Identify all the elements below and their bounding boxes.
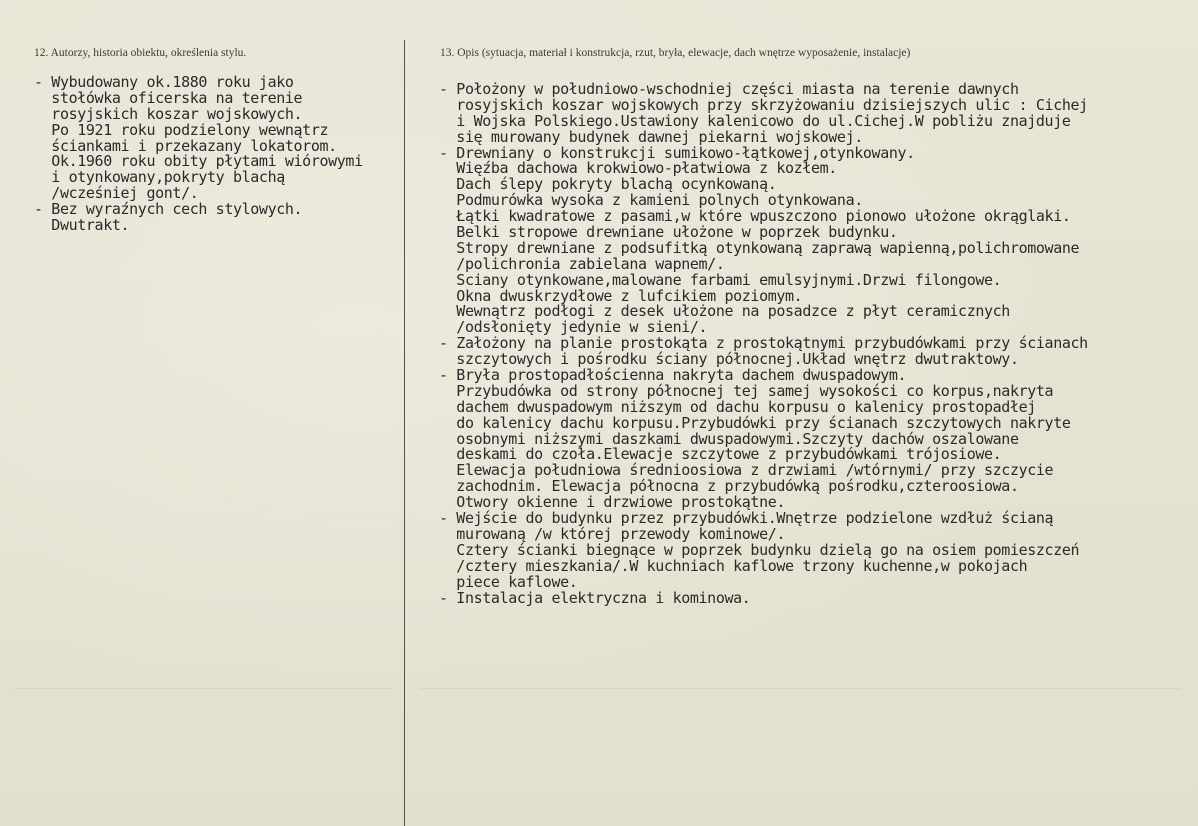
description-line: Otwory okienne i drzwiowe prostokątne. bbox=[439, 493, 786, 512]
description-line: murowaną /w której przewody kominowe/. bbox=[439, 524, 786, 543]
description-line: Łątki kwadratowe z pasami,w które wpuszczono pionowo ułożone okrąglaki. bbox=[439, 207, 1071, 226]
description-line: dachem dwuspadowym niższym od dachu korpusu o kalenicy prostopadłej bbox=[439, 397, 1036, 416]
description-line: Przybudówka od strony północnej tej samej wysokości co korpus,nakryta bbox=[439, 381, 1054, 400]
history-text-column bbox=[34, 75, 406, 234]
description-line: - Założony na planie prostokąta z prostokątnymi przybudówkami przy ścianach bbox=[439, 334, 1088, 353]
description-line: - Drewniany o konstrukcji sumikowo-łątkowej,otynkowany. bbox=[439, 143, 915, 162]
description-line: Cztery ścianki biegnące w poprzek budynku dzielą go na osiem pomieszczeń bbox=[439, 540, 1080, 559]
description-line: zachodnim. Elewacja północna z przybudówką pośrodku,czteroosiowa. bbox=[439, 477, 1019, 496]
history-line: i otynkowany,pokryty blachą bbox=[34, 168, 285, 187]
history-line: Ok.1960 roku obity płytami wiórowymi bbox=[34, 152, 363, 171]
description-line: Okna dwuskrzydłowe z lufcikiem poziomym. bbox=[439, 286, 803, 305]
description-line: /odsłonięty jedynie w sieni/. bbox=[439, 318, 708, 337]
description-line: - Wejście do budynku przez przybudówki.Wnętrze podzielone wzdłuż ścianą bbox=[439, 509, 1054, 528]
description-line: deskami do czoła.Elewacje szczytowe z przybudówkami trójosiowe. bbox=[439, 445, 1002, 464]
section-12-header: 12. Autorzy, historia obiektu, określenia stylu. bbox=[34, 47, 247, 59]
faint-rule bbox=[420, 688, 1180, 689]
history-line: /wcześniej gont/. bbox=[34, 184, 199, 203]
section-13-header: 13. Opis (sytuacja, materiał i konstrukcja, rzut, bryła, elewacje, dach wnętrze wyposażenie, instalacje) bbox=[440, 47, 911, 59]
description-line: Sciany otynkowane,malowane farbami emulsyjnymi.Drzwi filongowe. bbox=[439, 270, 1002, 289]
description-text-column bbox=[439, 82, 1191, 606]
faint-rule bbox=[14, 688, 394, 689]
description-line: Dach ślepy pokryty blachą ocynkowaną. bbox=[439, 175, 777, 194]
history-line: Po 1921 roku podzielony wewnątrz bbox=[34, 120, 329, 139]
history-line: stołówka oficerska na terenie bbox=[34, 88, 303, 107]
history-line: rosyjskich koszar wojskowych. bbox=[34, 104, 303, 123]
description-line: /cztery mieszkania/.W kuchniach kaflowe trzony kuchenne,w pokojach bbox=[439, 556, 1028, 575]
description-line: Podmurówka wysoka z kamieni polnych otynkowana. bbox=[439, 191, 863, 210]
description-line: osobnymi niższymi daszkami dwuspadowymi.Szczyty dachów oszalowane bbox=[439, 429, 1019, 448]
description-line: Więźba dachowa krokwiowo-płatwiowa z kozłem. bbox=[439, 159, 837, 178]
description-line: rosyjskich koszar wojskowych przy skrzyżowaniu dzisiejszych ulic : Cichej bbox=[439, 95, 1088, 114]
description-line: Wewnątrz podłogi z desek ułożone na posadzce z płyt ceramicznych bbox=[439, 302, 1010, 321]
description-line: szczytowych i pośrodku ściany północnej.Układ wnętrz dwutraktowy. bbox=[439, 350, 1019, 369]
description-line: /polichronia zabielana wapnem/. bbox=[439, 254, 725, 273]
description-line: i Wojska Polskiego.Ustawiony kalenicowo do ul.Cichej.W pobliżu znajduje bbox=[439, 111, 1071, 130]
description-line: Belki stropowe drewniane ułożone w poprzek budynku. bbox=[439, 223, 898, 242]
history-line: - Bez wyraźnych cech stylowych. bbox=[34, 200, 303, 219]
description-line: Stropy drewniane z podsufitką otynkowaną zaprawą wapienną,polichromowane bbox=[439, 238, 1080, 257]
history-line: - Wybudowany ok.1880 roku jako bbox=[34, 75, 294, 91]
description-line: - Instalacja elektryczna i kominowa. bbox=[439, 588, 751, 607]
description-line: piece kaflowe. bbox=[439, 572, 578, 591]
description-line: Elewacja południowa średnioosiowa z drzwiami /wtórnymi/ przy szczycie bbox=[439, 461, 1054, 480]
description-line: - Położony w południowo-wschodniej części miasta na terenie dawnych bbox=[439, 82, 1019, 98]
description-line: do kalenicy dachu korpusu.Przybudówki przy ścianach szczytowych nakryte bbox=[439, 413, 1071, 432]
history-line: Dwutrakt. bbox=[34, 216, 130, 234]
description-line: - Bryła prostopadłościenna nakryta dachem dwuspadowym. bbox=[439, 366, 907, 385]
history-line: ściankami i przekazany lokatorom. bbox=[34, 136, 337, 155]
description-line: się murowany budynek dawnej piekarni wojskowej. bbox=[439, 127, 863, 146]
